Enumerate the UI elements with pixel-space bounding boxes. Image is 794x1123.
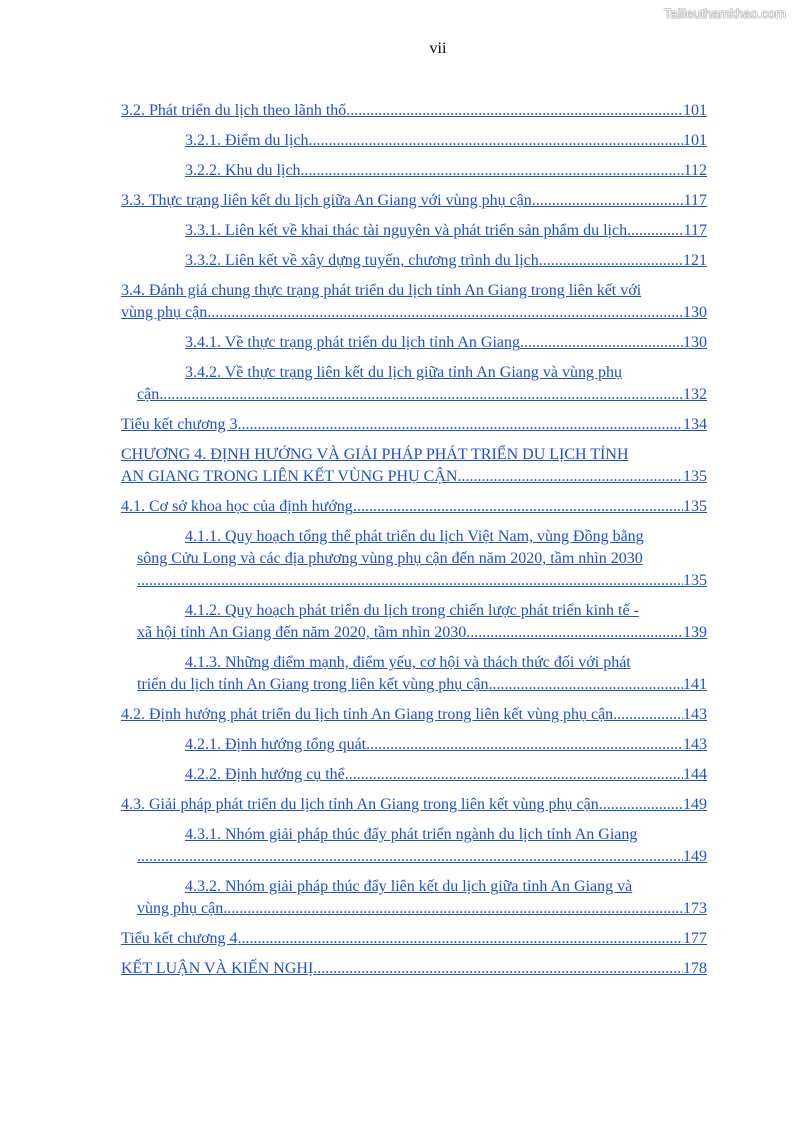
- toc-entry-line: sông Cửu Long và các địa phương vùng phụ cận đến năm 2020, tầm nhìn 2030: [137, 550, 643, 567]
- toc-leader-dots: [345, 764, 683, 786]
- toc-page-number: 101: [683, 132, 707, 149]
- toc-entry-title: [121, 130, 707, 152]
- toc-entry-11[interactable]: [121, 496, 707, 518]
- toc-entry-text: 4.1. Cơ sở khoa học của định hướng: [121, 498, 353, 515]
- toc-entry-text: triển du lịch tỉnh An Giang trong liên kết vùng phụ cận: [137, 676, 489, 693]
- toc-entry-text: 4.2.1. Định hướng tổng quát: [185, 736, 367, 753]
- toc-page-number: 130: [683, 334, 707, 351]
- toc-entry-line: CHƯƠNG 4. ĐỊNH HƯỚNG VÀ GIẢI PHÁP PHÁT TRIỂN DU LỊCH TỈNH: [121, 446, 629, 463]
- toc-entry-title: [121, 190, 707, 212]
- toc-page-number: 139: [683, 624, 707, 641]
- toc-page-number: 132: [683, 386, 707, 403]
- toc-entry-title: [121, 622, 707, 644]
- toc-leader-dots: [627, 220, 684, 242]
- toc-entry-title: [121, 302, 707, 324]
- toc-leader-dots: [353, 496, 683, 518]
- toc-entry-text: 3.3.1. Liên kết về khai thác tài nguyên và phát triển sản phẩm du lịch: [185, 222, 628, 239]
- toc-entry-title: [121, 958, 707, 980]
- toc-page-number: 143: [683, 706, 707, 723]
- toc-leader-dots: [520, 332, 683, 354]
- toc-entry-18[interactable]: [121, 794, 707, 816]
- toc-entry-text: 3.2.1. Điểm du lịch: [185, 132, 309, 149]
- toc-entry-2[interactable]: [121, 160, 707, 182]
- toc-entry-text: 3.2. Phát triển du lịch theo lãnh thổ: [121, 102, 347, 119]
- toc-entry-text: xã hội tỉnh An Giang đến năm 2020, tầm nhìn 2030: [137, 624, 467, 641]
- toc-page-number: 141: [683, 676, 707, 693]
- toc-entry-title: [121, 332, 707, 354]
- toc-entry-6[interactable]: [121, 280, 707, 324]
- toc-entry-line: 3.4.2. Về thực trạng liên kết du lịch giữa tỉnh An Giang và vùng phụ: [185, 364, 622, 381]
- toc-entry-text: vùng phụ cận: [121, 304, 208, 321]
- toc-entry-title: [121, 570, 707, 592]
- watermark: Tailieuthamkhao.com: [663, 6, 786, 21]
- toc-leader-dots: [539, 250, 683, 272]
- toc-entry-title: [121, 414, 707, 436]
- toc-entry-text: Tiểu kết chương 3: [121, 416, 238, 433]
- toc-entry-21[interactable]: [121, 928, 707, 950]
- toc-entry-line: 3.4. Đánh giá chung thực trạng phát triển du lịch tỉnh An Giang trong liên kết với: [121, 282, 642, 299]
- toc-entry-5[interactable]: [121, 250, 707, 272]
- toc-entry-title: [121, 250, 707, 272]
- toc-entry-16[interactable]: [121, 734, 707, 756]
- toc-entry-20[interactable]: [121, 876, 707, 920]
- toc-page-number: 134: [683, 416, 707, 433]
- toc-entry-text: AN GIANG TRONG LIÊN KẾT VÙNG PHỤ CẬN: [121, 468, 458, 485]
- toc-page-number: 117: [683, 192, 707, 209]
- toc-entry-text: 3.3. Thực trạng liên kết du lịch giữa An Giang với vùng phụ cận: [121, 192, 532, 209]
- toc-entry-19[interactable]: [121, 824, 707, 868]
- toc-entry-text: 3.2.2. Khu du lịch: [185, 162, 301, 179]
- toc-entry-10[interactable]: [121, 444, 707, 488]
- toc-entry-15[interactable]: [121, 704, 707, 726]
- toc-page-number: 117: [683, 222, 707, 239]
- toc-entry-text: 3.4.1. Về thực trạng phát triển du lịch tỉnh An Giang: [185, 334, 520, 351]
- page-number: vii: [429, 40, 447, 57]
- toc-entry-title: [121, 220, 707, 242]
- toc-page-number: 143: [683, 736, 707, 753]
- toc-page-number: 178: [683, 960, 707, 977]
- toc-entry-17[interactable]: [121, 764, 707, 786]
- toc-entry-text: 4.2.2. Định hướng cụ thể: [185, 766, 345, 783]
- toc-entry-title: [121, 898, 707, 920]
- toc-entry-7[interactable]: [121, 332, 707, 354]
- toc-entry-title: [121, 496, 707, 518]
- toc-leader-dots: [346, 100, 683, 122]
- toc-page-number: 149: [683, 796, 707, 813]
- toc-entry-9[interactable]: [121, 414, 707, 436]
- toc-page-number: 112: [683, 162, 707, 179]
- toc-entry-text: 4.3. Giải pháp phát triển du lịch tỉnh An Giang trong liên kết vùng phụ cận: [121, 796, 599, 813]
- toc-leader-dots: [457, 466, 683, 488]
- toc-entry-title: [121, 100, 707, 122]
- toc-page-number: 121: [683, 252, 707, 269]
- toc-entry-text: 3.3.2. Liên kết về xây dựng tuyến, chương trình du lịch: [185, 252, 539, 269]
- toc-page-number: 135: [683, 498, 707, 515]
- toc-entry-line: 4.1.3. Những điểm mạnh, điểm yếu, cơ hội và thách thức đối với phát: [185, 654, 631, 671]
- toc-entry-title: [121, 704, 707, 726]
- toc-page-number: 135: [683, 468, 707, 485]
- toc-entry-8[interactable]: [121, 362, 707, 406]
- toc-leader-dots: [207, 302, 683, 324]
- toc-entry-title: [121, 160, 707, 182]
- toc-leader-dots: [466, 622, 683, 644]
- toc-entry-title: [121, 794, 707, 816]
- toc-leader-dots: [238, 414, 683, 436]
- toc-entry-line: 4.1.2. Quy hoạch phát triển du lịch trong chiến lược phát triển kinh tế -: [185, 602, 639, 619]
- toc-page-number: 149: [683, 848, 707, 865]
- toc-entry-title: [121, 734, 707, 756]
- toc-entry-text: cận: [137, 386, 160, 403]
- toc-entry-title: [121, 466, 707, 488]
- toc-entry-line: 4.3.2. Nhóm giải pháp thúc đẩy liên kết du lịch giữa tỉnh An Giang và: [185, 878, 633, 895]
- toc-page-number: 101: [683, 102, 707, 119]
- toc-leader-dots: [613, 704, 683, 726]
- toc-leader-dots: [309, 130, 683, 152]
- toc-page-number: 177: [683, 930, 707, 947]
- toc-entry-line: 4.3.1. Nhóm giải pháp thúc đẩy phát triển ngành du lịch tỉnh An Giang: [185, 826, 638, 843]
- toc-leader-dots: [366, 734, 683, 756]
- toc-entry-text: 4.2. Định hướng phát triển du lịch tỉnh An Giang trong liên kết vùng phụ cận: [121, 706, 614, 723]
- toc-entry-title: [121, 674, 707, 696]
- toc-entry-text: vùng phụ cận: [137, 900, 224, 917]
- toc-leader-dots: [532, 190, 684, 212]
- toc-page-number: 144: [683, 766, 707, 783]
- toc-leader-dots: [137, 570, 683, 592]
- toc-entry-13[interactable]: [121, 600, 707, 644]
- toc-entry-title: [121, 928, 707, 950]
- toc-entry-12[interactable]: [121, 526, 707, 592]
- toc-leader-dots: [301, 160, 684, 182]
- toc-leader-dots: [238, 928, 683, 950]
- toc-leader-dots: [159, 384, 683, 406]
- toc-entry-text: Tiểu kết chương 4: [121, 930, 238, 947]
- toc-leader-dots: [599, 794, 683, 816]
- toc-leader-dots: [223, 898, 683, 920]
- toc-page-number: 173: [683, 900, 707, 917]
- toc-entry-0[interactable]: [121, 100, 707, 122]
- table-of-contents: [121, 100, 707, 988]
- toc-page-number: 130: [683, 304, 707, 321]
- toc-leader-dots: [313, 958, 683, 980]
- toc-entry-3[interactable]: [121, 190, 707, 212]
- toc-leader-dots: [137, 846, 683, 868]
- toc-entry-title: [121, 384, 707, 406]
- toc-entry-line: 4.1.1. Quy hoạch tổng thể phát triển du lịch Việt Nam, vùng Đồng bằng: [185, 528, 644, 545]
- toc-entry-4[interactable]: [121, 220, 707, 242]
- toc-leader-dots: [489, 674, 684, 696]
- toc-entry-22[interactable]: [121, 958, 707, 980]
- toc-entry-14[interactable]: [121, 652, 707, 696]
- toc-entry-title: [121, 846, 707, 868]
- toc-entry-text: KẾT LUẬN VÀ KIẾN NGHỊ: [121, 960, 314, 977]
- toc-entry-title: [121, 764, 707, 786]
- toc-page-number: 135: [683, 572, 707, 589]
- toc-entry-1[interactable]: [121, 130, 707, 152]
